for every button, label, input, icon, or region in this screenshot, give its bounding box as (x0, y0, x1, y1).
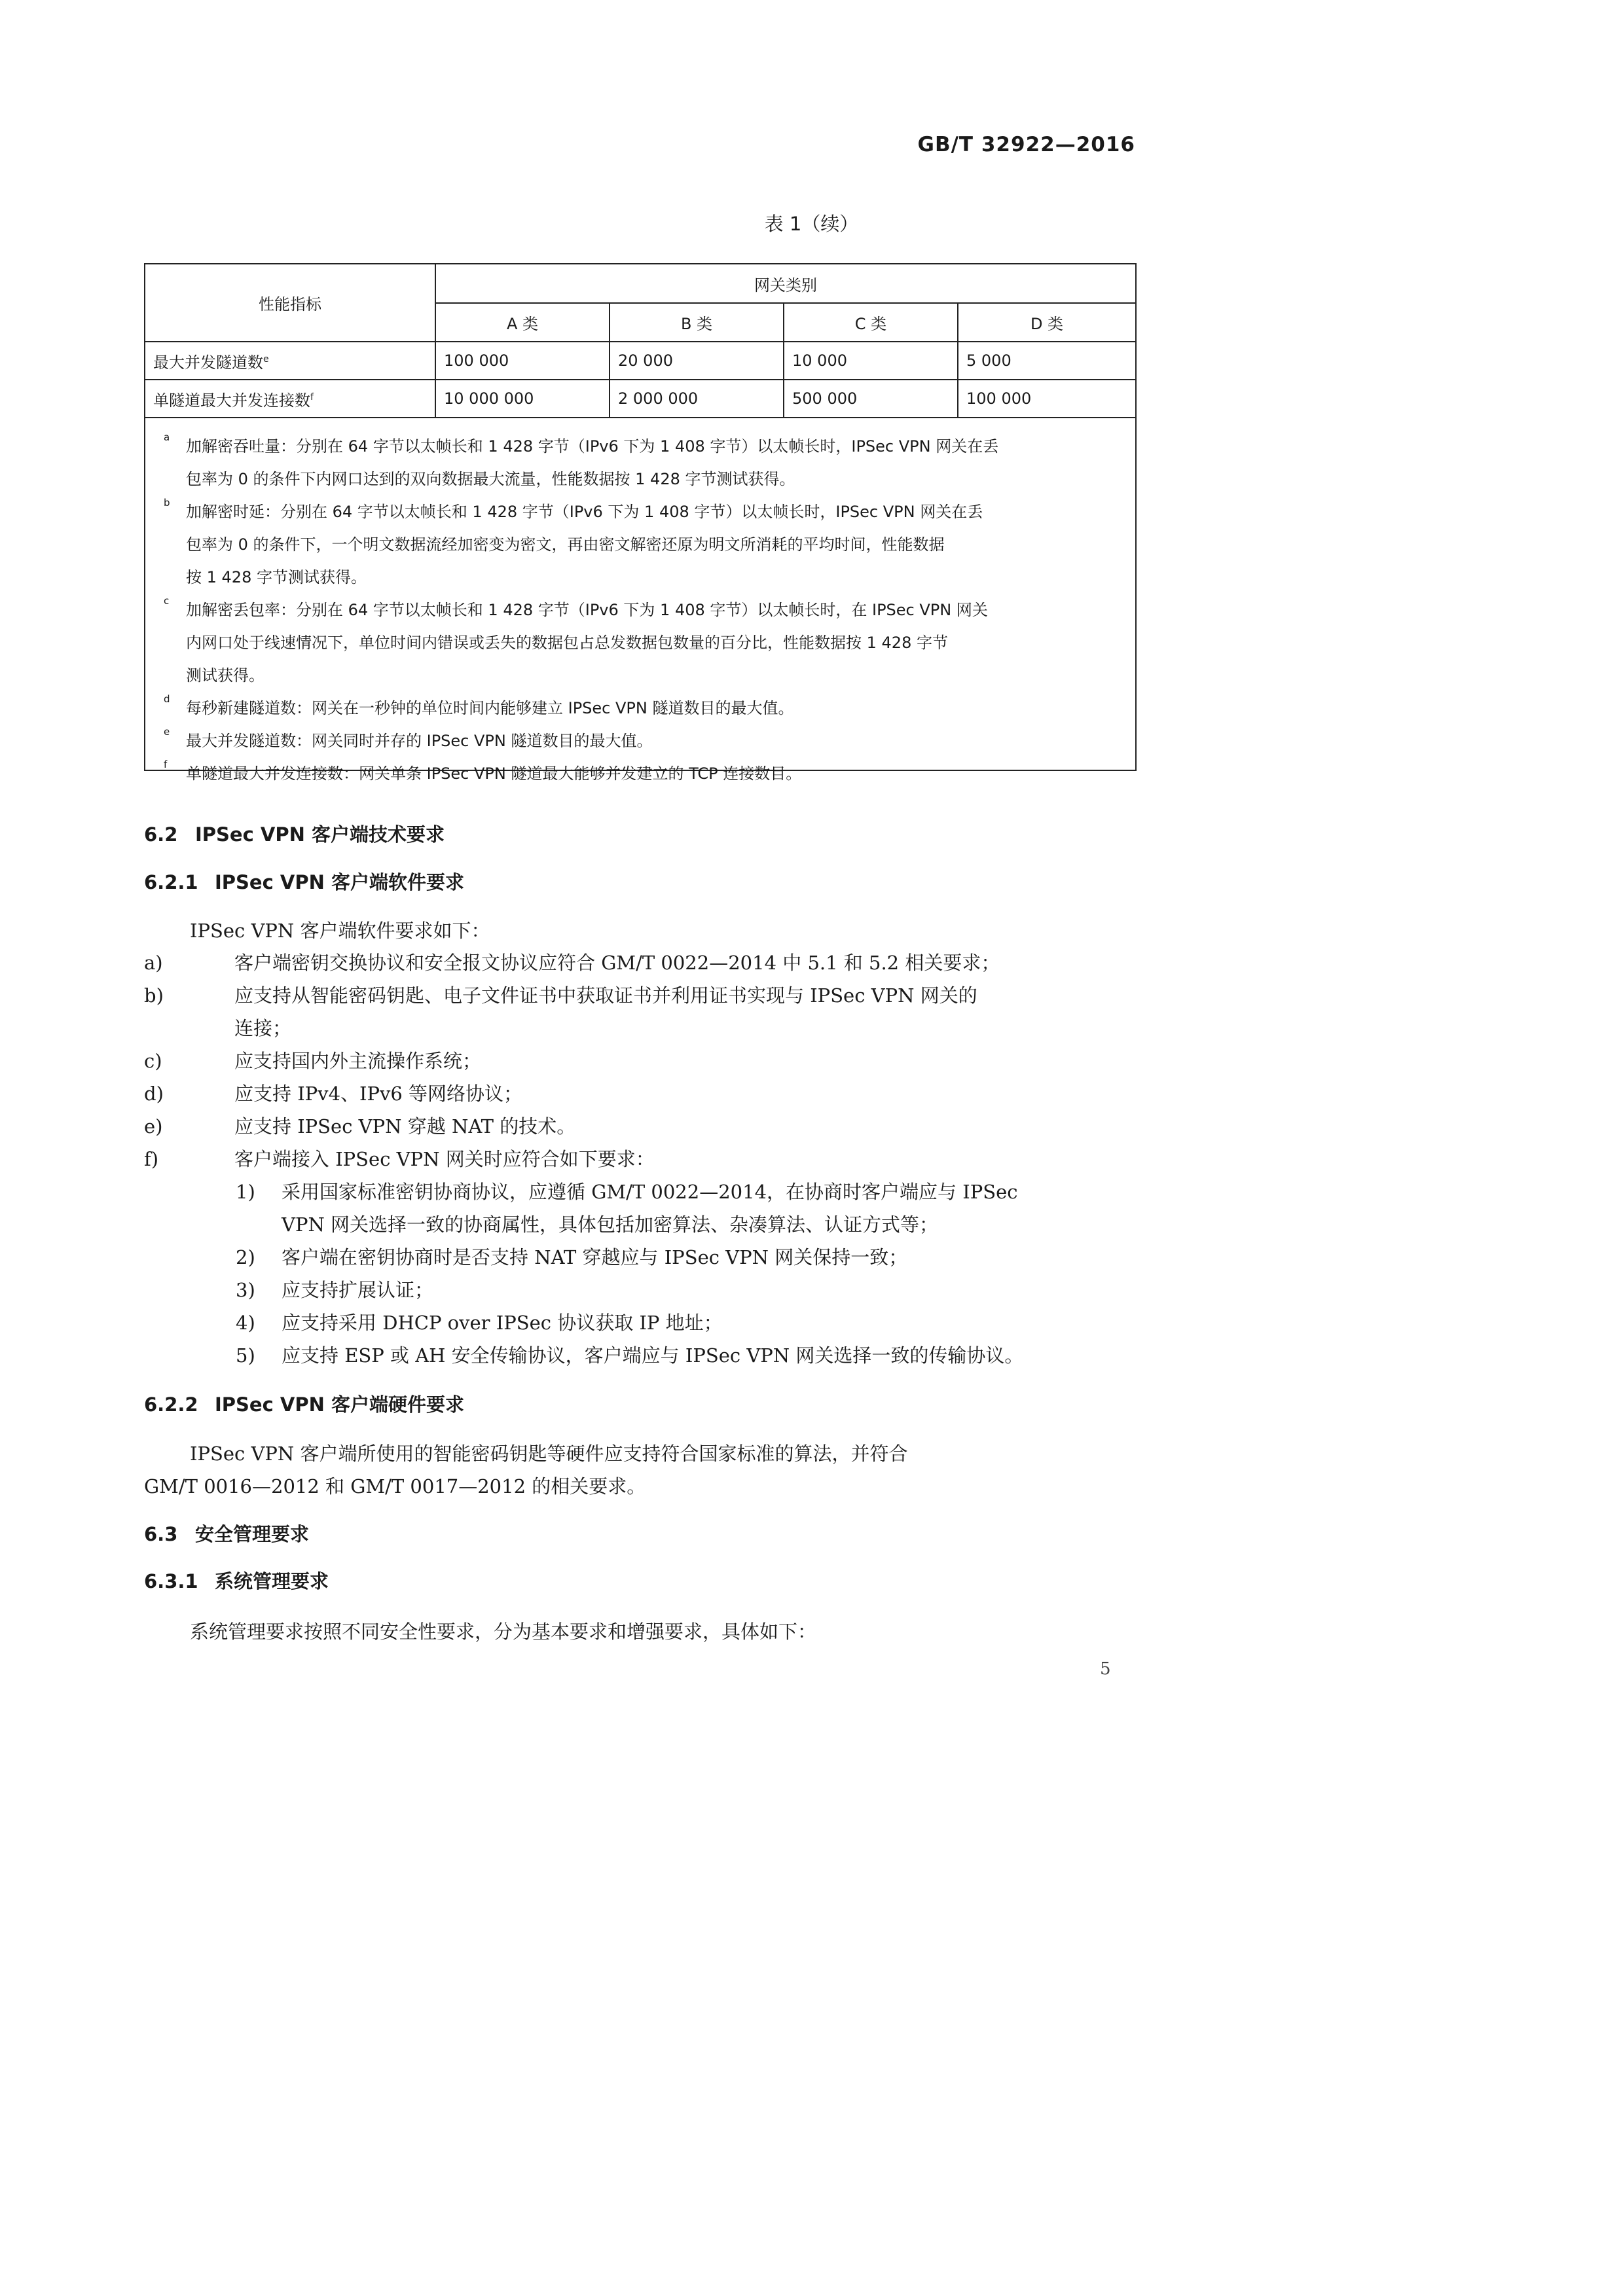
sub-list-text: 应支持采用 DHCP over IPSec 协议获取 IP 地址； (282, 1312, 723, 1334)
header-class-a: A 类 (435, 303, 610, 342)
note-line: 包率为 0 的条件下，一个明文数据流经加密变为密文，再由密文解密还原为明文所消耗的平均时间，性能数据 (186, 535, 945, 554)
sub-list-text: 客户端在密钥协商时是否支持 NAT 穿越应与 IPSec VPN 网关保持一致； (282, 1246, 908, 1268)
sub-list-text: 采用国家标准密钥协商协议，应遵循 GM/T 0022—2014，在协商时客户端应与 IPSec (282, 1181, 1018, 1203)
table-note (164, 495, 1122, 594)
cell-class-d: 5 000 (958, 342, 1135, 380)
cell-class-a: 10 000 000 (435, 380, 610, 418)
list-text: 应支持从智能密码钥匙、电子文件证书中获取证书并利用证书实现与 IPSec VPN 网关的 (234, 984, 977, 1007)
note-mark: a (164, 431, 170, 443)
page-number: 5 (1100, 1659, 1111, 1679)
sub-list-label: 5) (236, 1344, 255, 1367)
paragraph-line: GM/T 0016—2012 和 GM/T 0017—2012 的相关要求。 (144, 1475, 646, 1498)
footnote-mark: f (310, 391, 314, 403)
section-intro: IPSec VPN 客户端软件要求如下： (190, 920, 490, 942)
paragraph-line: 系统管理要求按照不同安全性要求，分为基本要求和增强要求，具体如下： (190, 1621, 817, 1643)
sub-list-text: VPN 网关选择一致的协商属性，具体包括加密算法、杂凑算法、认证方式等； (282, 1213, 939, 1236)
performance-metrics-grid (145, 264, 1135, 418)
list-text: 连接； (234, 1017, 292, 1039)
list-label: c) (144, 1050, 162, 1072)
section-heading-6-2-1 (144, 868, 464, 895)
footnote-mark: e (263, 353, 269, 365)
section-title: 安全管理要求 (195, 1523, 310, 1545)
cell-class-c: 10 000 (784, 342, 958, 380)
table-notes (145, 418, 1135, 790)
list-text: 应支持国内外主流操作系统； (234, 1050, 482, 1072)
note-line: 最大并发隧道数：网关同时并存的 IPSec VPN 隧道数目的最大值。 (186, 732, 653, 750)
row-label-cell (145, 380, 435, 418)
section-number: 6.3 (144, 1523, 178, 1545)
standard-number: GB/T 32922—2016 (917, 133, 1135, 156)
list-label: b) (144, 984, 164, 1007)
header-performance-metric: 性能指标 (145, 264, 435, 342)
performance-table (144, 263, 1137, 783)
sub-list-label: 4) (236, 1312, 255, 1334)
list-text: 客户端密钥交换协议和安全报文协议应符合 GM/T 0022—2014 中 5.1 和 5.2 相关要求； (234, 952, 1000, 974)
header-class-d: D 类 (958, 303, 1135, 342)
row-label: 单隧道最大并发连接数 (153, 391, 310, 410)
table-note (164, 430, 1122, 495)
table-note (164, 757, 1122, 790)
cell-class-b: 2 000 000 (610, 380, 784, 418)
table-caption: 表 1（续） (764, 213, 859, 235)
note-mark: e (164, 726, 170, 738)
section-number: 6.3.1 (144, 1570, 198, 1592)
sub-list-label: 1) (236, 1181, 255, 1203)
note-line: 每秒新建隧道数：网关在一秒钟的单位时间内能够建立 IPSec VPN 隧道数目的最大值。 (186, 699, 794, 717)
header-gateway-category: 网关类别 (435, 264, 1135, 303)
cell-class-a: 100 000 (435, 342, 610, 380)
note-line: 内网口处于线速情况下，单位时间内错误或丢失的数据包占总发数据包数量的百分比，性能数据按 1 428 字节 (186, 634, 948, 652)
sub-list-text: 应支持 ESP 或 AH 安全传输协议，客户端应与 IPSec VPN 网关选择一致的传输协议。 (282, 1344, 1024, 1367)
list-label: d) (144, 1083, 164, 1105)
section-title: 系统管理要求 (215, 1570, 329, 1592)
cell-class-c: 500 000 (784, 380, 958, 418)
list-label: f) (144, 1148, 159, 1170)
list-label: e) (144, 1115, 163, 1138)
section-heading-6-3 (144, 1520, 309, 1547)
note-line: 包率为 0 的条件下内网口达到的双向数据最大流量，性能数据按 1 428 字节测试获得。 (186, 470, 795, 488)
note-mark: c (164, 595, 170, 607)
note-line: 加解密吞吐量：分别在 64 字节以太帧长和 1 428 字节（IPv6 下为 1 408 字节）以太帧长时，IPSec VPN 网关在丢 (186, 437, 999, 456)
table-row (145, 380, 1135, 418)
section-title: IPSec VPN 客户端技术要求 (195, 823, 445, 846)
list-text: 应支持 IPSec VPN 穿越 NAT 的技术。 (234, 1115, 576, 1138)
note-line: 加解密丢包率：分别在 64 字节以太帧长和 1 428 字节（IPv6 下为 1 408 字节）以太帧长时，在 IPSec VPN 网关 (186, 601, 988, 619)
row-label: 最大并发隧道数 (153, 353, 263, 372)
note-mark: f (164, 759, 168, 770)
list-text: 应支持 IPv4、IPv6 等网络协议； (234, 1083, 523, 1105)
sub-list-text: 应支持扩展认证； (282, 1279, 434, 1301)
section-heading-6-2 (144, 820, 445, 847)
sub-list-label: 3) (236, 1279, 255, 1301)
paragraph-line: IPSec VPN 客户端所使用的智能密码钥匙等硬件应支持符合国家标准的算法，并符合 (190, 1443, 908, 1465)
table-note (164, 594, 1122, 692)
note-line: 加解密时延：分别在 64 字节以太帧长和 1 428 字节（IPv6 下为 1 408 字节）以太帧长时，IPSec VPN 网关在丢 (186, 503, 983, 521)
list-label: a) (144, 952, 163, 974)
section-number: 6.2 (144, 823, 178, 846)
note-mark: b (164, 497, 170, 509)
header-class-b: B 类 (610, 303, 784, 342)
table-note (164, 725, 1122, 757)
row-label-cell (145, 342, 435, 380)
table-note (164, 692, 1122, 725)
section-title: IPSec VPN 客户端软件要求 (215, 871, 464, 893)
note-mark: d (164, 693, 170, 705)
section-title: IPSec VPN 客户端硬件要求 (215, 1393, 464, 1416)
sub-list-label: 2) (236, 1246, 255, 1268)
list-text: 客户端接入 IPSec VPN 网关时应符合如下要求： (234, 1148, 655, 1170)
section-heading-6-2-2 (144, 1390, 464, 1417)
cell-class-b: 20 000 (610, 342, 784, 380)
note-line: 按 1 428 字节测试获得。 (186, 568, 367, 586)
section-heading-6-3-1 (144, 1567, 329, 1594)
section-number: 6.2.1 (144, 871, 198, 893)
cell-class-d: 100 000 (958, 380, 1135, 418)
note-line: 单隧道最大并发连接数：网关单条 IPSec VPN 隧道最大能够并发建立的 TCP 连接数目。 (186, 764, 802, 783)
note-line: 测试获得。 (186, 666, 264, 685)
table-row (145, 342, 1135, 380)
header-class-c: C 类 (784, 303, 958, 342)
section-number: 6.2.2 (144, 1393, 198, 1416)
